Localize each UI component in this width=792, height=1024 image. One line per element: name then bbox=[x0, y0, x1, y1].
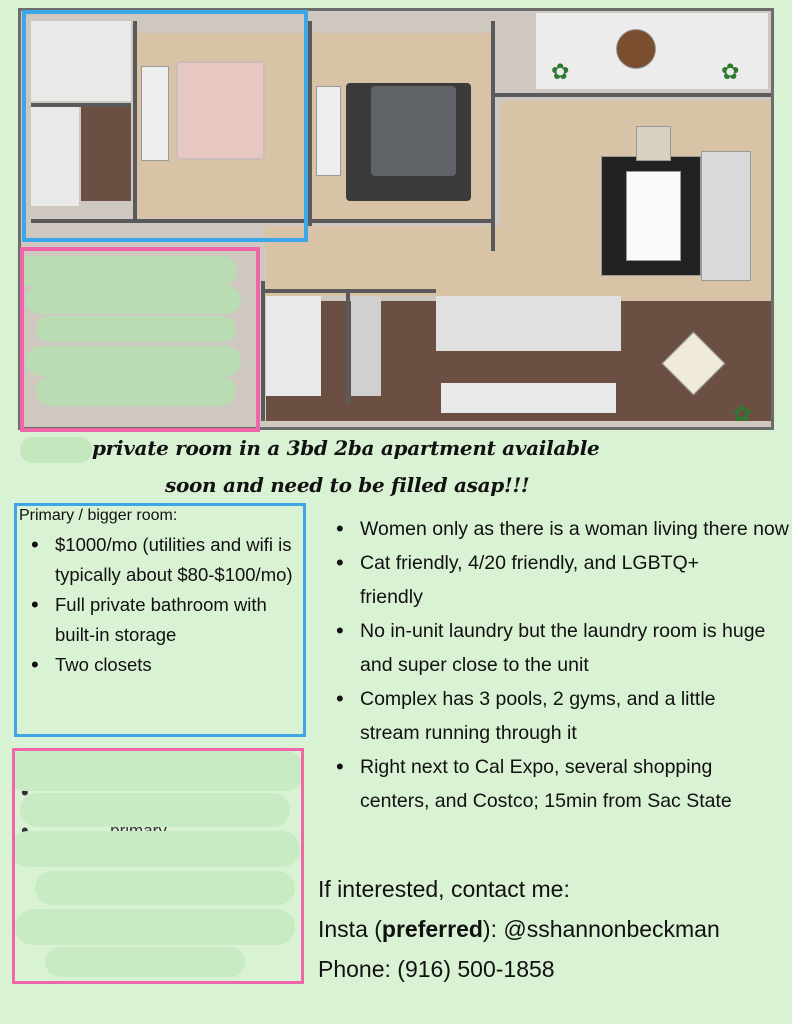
headline-line-1: private room in a 3bd 2ba apartment available bbox=[92, 436, 600, 460]
preferred-emphasis: preferred bbox=[381, 916, 483, 942]
list-item: • Two closets bbox=[55, 650, 295, 680]
contact-intro: If interested, contact me: bbox=[318, 876, 570, 902]
list-item: • Complex has 3 pools, 2 gyms, and a little stream running through it bbox=[360, 682, 760, 750]
redaction-mark bbox=[20, 437, 92, 463]
primary-room-highlight bbox=[22, 10, 308, 242]
details-list bbox=[336, 512, 792, 818]
contact-phone: Phone: (916) 500-1858 bbox=[318, 956, 555, 982]
second-room-box bbox=[12, 748, 304, 984]
floor-plan-image: ✿ ✿ ✿ bbox=[18, 8, 774, 430]
list-item: • Women only as there is a woman living there now bbox=[360, 512, 792, 546]
list-item: • No in-unit laundry but the laundry room is huge and super close to the unit bbox=[360, 614, 770, 682]
list-item: • Full private bathroom with built-in storage bbox=[55, 590, 295, 650]
list-item: • $1000/mo (utilities and wifi is typically about $80-$100/mo) bbox=[55, 530, 295, 590]
list-item: • Right next to Cal Expo, several shopping centers, and Costco; 15min from Sac State bbox=[360, 750, 760, 818]
contact-insta: Insta (preferred): @sshannonbeckman bbox=[318, 916, 720, 942]
primary-room-title: Primary / bigger room: bbox=[19, 507, 178, 524]
primary-room-box bbox=[14, 503, 306, 737]
headline-line-2: soon and need to be filled asap!!! bbox=[165, 473, 530, 497]
list-item: • Cat friendly, 4/20 friendly, and LGBTQ+ friendly bbox=[360, 546, 740, 614]
primary-room-list bbox=[17, 530, 295, 680]
insta-handle: ): @sshannonbeckman bbox=[482, 916, 720, 942]
second-room-highlight bbox=[20, 247, 260, 432]
